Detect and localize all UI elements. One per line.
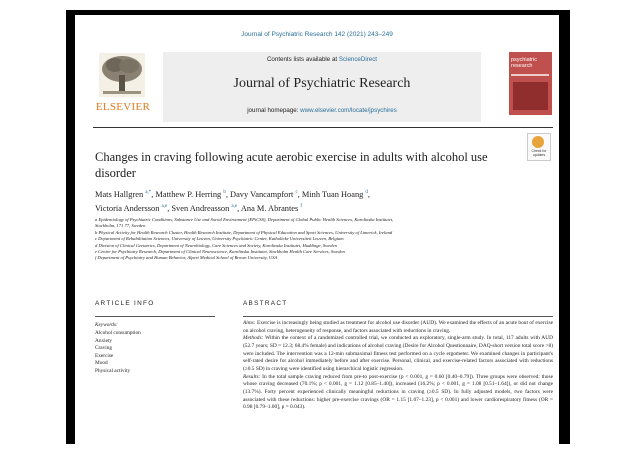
contents-line <box>163 56 481 63</box>
keyword-item: Anxiety <box>95 337 113 344</box>
check-for-updates-button[interactable] <box>527 133 551 161</box>
affiliation-line: d Division of Clinical Geriatrics, Department of Neurobiology, Care Sciences and Society, Karolinska Institutet, Huddinge, Sweden <box>95 242 337 248</box>
abstract-rule <box>243 316 553 317</box>
author-affiliation-mark[interactable]: c <box>295 190 298 195</box>
affiliation-line: a Epidemiology of Psychiatric Conditions, Substance Use and Social Environment (EPiCSS), Department of Global Public Health Sciences, Karolinska Institutet, <box>95 217 394 222</box>
sciencedirect-link[interactable]: ScienceDirect <box>338 56 378 63</box>
affiliation-line: e Centre for Psychiatry Research, Department of Clinical Neuroscience, Karolinska Institutet, Stockholm Health Care Services, Sweden <box>95 249 345 255</box>
keyword-item: Exercise <box>95 352 114 359</box>
author-name[interactable]: Davy Vancampfort <box>230 189 294 199</box>
paper-page <box>75 15 559 446</box>
abstract-label: Aims: <box>243 320 256 326</box>
cover-stripe <box>511 74 549 76</box>
author-name[interactable]: Ana M. Abrantes <box>240 203 299 213</box>
homepage-link[interactable]: www.elsevier.com/locate/jpsychires <box>300 107 397 114</box>
keyword-list <box>95 330 235 376</box>
cover-image <box>513 82 548 110</box>
keyword-item: Physical activity <box>95 367 131 374</box>
keyword-item: Alcohol consumption <box>95 330 141 336</box>
affiliation-line: Stockholm, 171 77, Sweden <box>95 223 146 229</box>
author-affiliation-mark[interactable]: f <box>300 203 303 209</box>
keywords-label: Keywords: <box>95 322 118 328</box>
header-rule <box>93 127 553 128</box>
author-affiliation-mark[interactable]: a,e <box>161 203 168 209</box>
affiliation-line: f Department of Psychiatry and Human Behavior, Alpert Medical School of Brown University, USA <box>95 255 278 261</box>
abstract-body <box>243 320 553 412</box>
abstract-text: In the total sample craving reduced from pre-to post-exercise (p < 0.001, g = 0.60 [0.40–0.79]). Three groups were observed: those whose craving decreased (70.1%; p < 0.001, g = 1.12 [0.85–1.40]), increased (16.2%; p < 0.001, g = 1.08 [0.51–1.64]), or did not change (13.7%). Forty percent experienced clinically meaningful reductions in craving (≥0.5 SD). In fully adjusted models, two factors were associated with these reductions: higher pre-exercise cravings (OR = 1.15 [1.07–1.23], p < 0.001) and lower cardiorespiratory fitness (OR = 0.98 [0.79–1.00], p = 0.043). <box>243 373 553 411</box>
abstract-label: Methods: <box>243 335 264 342</box>
journal-cover[interactable] <box>509 52 552 115</box>
author-list: Mats Hallgren $^{a,*}$, Matthew P. Herring $^b$, Davy Vancampfort $^c$, Minh Tuan Hoang $^d$, Victoria Andersson $^{a,e}$, Sven Andreasson $^{a,e}$, Ana M. Abrantes $^f$ <box>95 189 371 213</box>
journal-name: Journal of Psychiatric Research <box>233 76 411 91</box>
author-affiliation-mark[interactable]: a,e <box>231 203 238 209</box>
author-affiliation-mark[interactable]: b <box>223 190 226 195</box>
homepage-prefix: journal homepage: <box>247 107 301 114</box>
author-name[interactable]: Sven Andreasson <box>171 203 230 213</box>
author-name[interactable]: Minh Tuan Hoang <box>301 189 364 199</box>
affiliations <box>95 217 545 262</box>
cover-title: psychiatric research <box>511 57 537 69</box>
journal-citation[interactable]: Journal of Psychiatric Research 142 (2021) 243–249 <box>241 31 393 38</box>
author-affiliation-mark[interactable]: a,* <box>145 190 152 195</box>
elsevier-logo <box>93 53 151 115</box>
elsevier-tree-icon <box>99 53 145 97</box>
journal-header <box>163 52 481 122</box>
abstract-text: Within the context of a randomized controlled trial, we conducted an exploratory, single-arm study. In total, 117 adults with AUD (52.7 years; SD = 12.3; 68.4% female) and indications of alcohol craving (Desire for Alcohol Questionnaire, DAQ-short version total score >8) were included. The intervention was a 12-min submaximal fitness test performed on a cycle ergometer. We examined changes in participant's self-rated desire for alcohol immediately before and after exercise. Personal, clinical, and exercise-related factors associated with reductions (≥0.5 SD) in craving were identified using hierarchical logistic regression. <box>243 335 553 372</box>
contents-prefix: Contents lists available at <box>266 56 339 63</box>
affiliation-line: c Department of Rehabilitation Sciences, University of Leuven, University Psychiatric Center, Katholieke Universiteit Leuven, Belgium <box>95 236 344 242</box>
check-updates-label: Check for updates <box>531 149 547 157</box>
homepage-line <box>163 107 481 114</box>
author-name[interactable]: Matthew P. Herring <box>155 189 222 199</box>
abstract-text: Exercise is increasingly being studied as treatment for alcohol use disorder (AUD). We examined the effects of an acute bout of exercise on alcohol craving, heterogeneity of response, and factors associated with reductions in craving. <box>243 320 553 334</box>
author-affiliation-mark[interactable]: d <box>365 190 368 195</box>
affiliation-line: b Physical Activity for Health Research Cluster, Health Research Institute, Department of Physical Education and Sport Sciences, University of Limerick, Ireland <box>95 229 393 235</box>
keyword-item: Craving <box>95 345 113 352</box>
abstract-paragraph <box>243 335 553 373</box>
abstract-heading: ABSTRACT <box>243 300 288 307</box>
abstract-paragraph <box>243 374 553 412</box>
abstract-paragraph <box>243 320 553 335</box>
article-title: Changes in craving following acute aerobic exercise in adults with alcohol use disorder <box>95 150 488 180</box>
check-updates-icon <box>532 136 544 148</box>
author-name[interactable]: Mats Hallgren <box>95 189 144 199</box>
keyword-item: Mood <box>95 360 108 367</box>
abstract-label: Results: <box>243 373 261 380</box>
article-info-rule <box>95 316 215 317</box>
article-info-heading: ARTICLE INFO <box>95 300 155 307</box>
publisher-name: ELSEVIER <box>95 101 151 113</box>
author-name[interactable]: Victoria Andersson <box>95 203 160 213</box>
